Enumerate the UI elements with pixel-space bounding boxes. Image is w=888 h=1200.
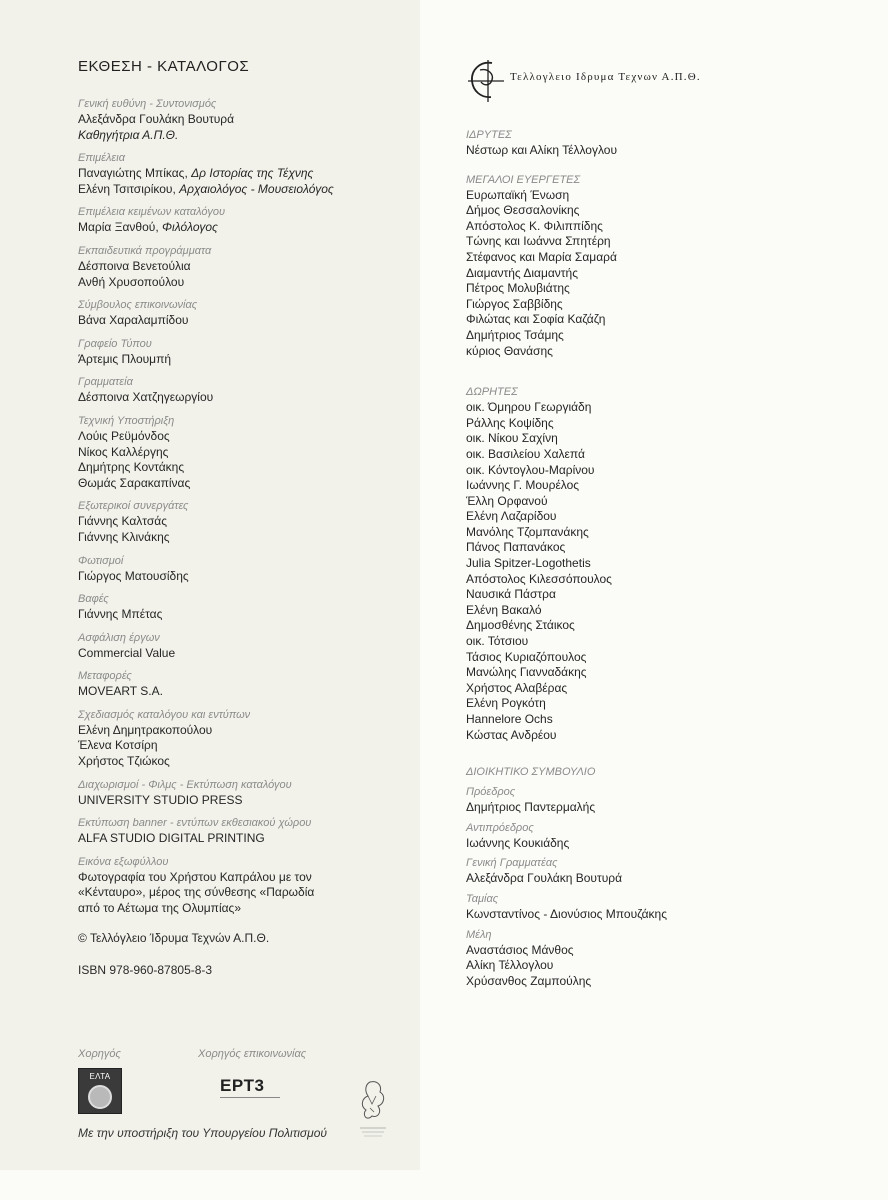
foundation-name-line: Ευρωπαϊκή Ένωση [466,187,570,202]
credit-section [78,375,418,406]
foundation-name-line: Ιωάννης Κουκιάδης [466,835,570,850]
credit-role-label: Τεχνική Υποστήριξη [78,414,175,427]
elta-logo-text: ΕΛΤΑ [89,1072,111,1081]
credit-line [78,275,418,291]
credit-line [78,738,418,754]
credit-line [78,831,418,847]
credit-role-label: Επιμέλεια [78,152,125,165]
foundation-section-label: Γενική Γραμματέας [466,857,558,870]
credit-section [78,298,418,329]
credit-role-label: Μεταφορές [78,670,132,683]
foundation-column [466,128,866,994]
credit-role-label: Επιμέλεια κειμένων καταλόγου [78,206,226,219]
comm-sponsor-label: Χορηγός επικοινωνίας [198,1048,307,1060]
credit-line [78,514,418,530]
foundation-name-line: Μανόλης Τζομπανάκης [466,524,589,539]
ministry-support-text: Με την υποστήριξη του Υπουργείου Πολιτισμού [78,1126,327,1140]
credit-name: UNIVERSITY STUDIO PRESS [78,792,243,807]
foundation-name-line: Τάσιος Κυριαζόπουλος [466,649,587,664]
credit-name: «Κένταυρο», μέρος της σύνθεσης «Παρωδία [78,885,315,900]
credit-name: Ανθή Χρυσοπούλου [78,274,185,289]
foundation-header [466,58,746,104]
credit-name: Γιάννης Καλτσάς [78,514,167,529]
credit-line [78,259,418,275]
foundation-name-line: Ναυσικά Πάστρα [466,587,556,602]
credit-line [78,476,418,492]
credit-line [78,352,418,368]
credit-role-label: Διαχωρισμοί - Φιλμς - Εκτύπωση καταλόγου [78,778,292,791]
credit-section [78,855,418,917]
foundation-name-line: Πάνος Παπανάκος [466,540,566,555]
credit-section [78,337,418,368]
foundation-name-line: Δήμος Θεσσαλονίκης [466,203,580,218]
credit-section [78,414,418,491]
credit-name: Άρτεμις Πλουμπή [78,351,172,366]
credit-line [78,128,418,144]
foundation-name-line: οικ. Νίκου Σαχίνη [466,431,558,446]
credit-name: MOVEART S.A. [78,684,163,699]
credit-role-label: Γραμματεία [78,376,133,389]
credit-role-label: Εκπαιδευτικά προγράμματα [78,244,212,257]
credit-name: Βάνα Χαραλαμπίδου [78,313,189,328]
credit-role-label: Εκτύπωση banner - εντύπων εκθεσιακού χώρου [78,817,312,830]
foundation-name-line: Χρύσανθος Ζαμπούλης [466,973,592,988]
credit-name: Φωτογραφία του Χρήστου Καπράλου με τον [78,869,312,884]
foundation-name-line: Ελένη Βακαλό [466,602,542,617]
foundation-name-line: οικ. Βασιλείου Χαλεπά [466,446,585,461]
credit-role-label: Σχεδιασμός καταλόγου και εντύπων [78,708,251,721]
credit-line [78,166,418,182]
credit-line [78,112,418,128]
foundation-name-line: Τώνης και Ιωάννα Σπητέρη [466,234,611,249]
credit-line [78,885,418,901]
foundation-name-line: οικ. Κόντογλου-Μαρίνου [466,462,595,477]
foundation-name-line: Έλλη Ορφανού [466,493,548,508]
foundation-name-line: Γιώργος Σαββίδης [466,296,563,311]
credit-line [78,646,418,662]
credit-line [78,220,418,236]
foundation-section-label: ΙΔΡΥΤΕΣ [466,129,512,141]
credit-line [78,445,418,461]
foundation-name-line: Μανώλης Γιανναδάκης [466,665,587,680]
isbn-text: ISBN 978-960-87805-8-3 [78,962,213,977]
foundation-name-line: Πέτρος Μολυβιάτης [466,281,570,296]
credit-name: Γιάννης Κλινάκης [78,529,170,544]
credit-name: Commercial Value [78,645,176,660]
credit-line [78,182,418,198]
credit-title: Δρ Ιστορίας της Τέχνης [191,166,314,181]
credit-section [78,205,418,236]
foundation-name-line: οικ. Τότσιου [466,634,529,649]
foundation-section-label: ΜΕΓΑΛΟΙ ΕΥΕΡΓΕΤΕΣ [466,173,581,186]
foundation-name-line: Ιωάννης Γ. Μουρέλος [466,478,580,493]
ert3-logo-underline [220,1097,280,1101]
credit-section [78,816,418,847]
credit-section [78,778,418,809]
credit-role-label: Γραφείο Τύπου [78,337,152,350]
credit-line [78,460,418,476]
foundation-name-line: Στέφανος και Μαρία Σαμαρά [466,249,617,264]
credit-name: Δέσποινα Βενετούλια [78,258,191,273]
foundation-section [466,765,866,780]
credit-name: Χρήστος Τζιώκος [78,754,170,769]
credit-section [78,244,418,290]
foundation-name-line: Δημήτριος Τσάμης [466,327,564,342]
foundation-section [466,892,866,923]
credit-name: Μαρία Ξανθού, [78,220,163,235]
credit-role-label: Ασφάλιση έργων [78,631,160,644]
credit-line [78,390,418,406]
foundation-name-line: Φιλώτας και Σοφία Καζάζη [466,312,606,327]
credit-section [78,669,418,700]
foundation-section-label: Ταμίας [466,892,499,905]
credits-sections [78,97,418,917]
credit-section [78,499,418,545]
foundation-name-line: κύριος Θανάσης [466,343,553,358]
credit-line [78,569,418,585]
credit-section [78,97,418,143]
foundation-section [466,385,866,743]
foundation-section [466,128,866,159]
credit-role-label: Φωτισμοί [78,554,124,567]
credit-section [78,631,418,662]
foundation-name-line: Δημήτριος Παντερμαλής [466,800,596,815]
credit-name: Λούις Ρεϋμόνδος [78,428,170,443]
credit-name: Αλεξάνδρα Γουλάκη Βουτυρά [78,112,235,126]
credit-role-label: Σύμβουλος επικοινωνίας [78,299,198,312]
foundation-section [466,856,866,887]
credit-line [78,429,418,445]
credit-name: Δημήτρης Κοντάκης [78,460,185,475]
foundation-section-label: Αντιπρόεδρος [466,821,534,834]
foundation-section [466,821,866,852]
ert3-logo: ΕΡΤ3 [220,1076,265,1095]
credit-section [78,708,418,770]
foundation-sections [466,128,866,989]
credit-line [78,793,418,809]
foundation-name-line: Νέστωρ και Αλίκη Τέλλογλου [466,143,618,157]
credit-name: Παναγιώτης Μπίκας, [78,166,192,181]
credit-line [78,723,418,739]
credit-line [78,530,418,546]
foundation-name-line: Ελένη Ρογκότη [466,696,546,711]
foundation-name-line: Αλίκη Τέλλογλου [466,958,554,973]
credits-column [78,58,418,977]
credit-role-label: Γενική ευθύνη - Συντονισμός [78,98,217,110]
foundation-section-label: Πρόεδρος [466,786,516,799]
credit-name: Γιάννης Μπέτας [78,607,163,622]
foundation-name-line: Hannelore Ochs [466,712,553,726]
foundation-section [466,928,866,990]
credit-name: από το Αέτωμα της Ολυμπίας» [78,901,242,916]
copyright-text: © Τελλόγλειο Ίδρυμα Τεχνών Α.Π.Θ. [78,930,270,945]
foundation-name-line: Απόστολος Κ. Φιλιππίδης [466,218,603,233]
credit-role-label: Εικόνα εξωφύλλου [78,855,169,868]
credit-name: Έλενα Κοτσίρη [78,738,158,753]
sponsor-label: Χορηγός [78,1048,121,1060]
foundation-name-line: Julia Spitzer-Logothetis [466,556,591,571]
credit-section [78,554,418,585]
foundation-name-line: Δημοσθένης Στάικος [466,618,575,633]
credit-line [78,870,418,886]
credit-line [78,754,418,770]
credit-line [78,607,418,623]
foundation-name-line: Αναστάσιος Μάνθος [466,942,574,957]
ministry-logo-icon [356,1078,390,1140]
credit-line [78,313,418,329]
credit-name: Γιώργος Ματουσίδης [78,568,189,583]
foundation-section-label: ΔΙΟΙΚΗΤΙΚΟ ΣΥΜΒΟΥΛΙΟ [466,766,596,779]
foundation-name-line: Χρήστος Αλαβέρας [466,680,568,695]
foundation-logo-icon [466,58,506,104]
seal-icon [88,1085,112,1109]
catalogue-title: ΕΚΘΕΣΗ - ΚΑΤΑΛΟΓΟΣ [78,58,250,75]
credit-title: Αρχαιολόγος - Μουσειολόγος [179,181,334,196]
credit-name: Ελένη Τσιτσιρίκου, [78,181,180,196]
credit-role-label: Βαφές [78,593,109,606]
elta-logo [78,1068,122,1114]
foundation-name-line: οικ. Όμηρου Γεωργιάδη [466,400,592,415]
credit-section [78,592,418,623]
credit-name: Θωμάς Σαρακαπίνας [78,475,191,490]
foundation-name-line: Κωνσταντίνος - Διονύσιος Μπουζάκης [466,906,668,921]
foundation-name: Τελλογλειο Ιδρυμα Τεχνων Α.Π.Θ. [510,71,701,83]
foundation-name-line: Κώστας Ανδρέου [466,727,557,742]
foundation-section-label: ΔΩΡΗΤΕΣ [466,386,518,399]
foundation-name-line: Διαμαντής Διαμαντής [466,265,579,280]
credit-title: Φιλόλογος [162,220,218,235]
foundation-section [466,173,866,360]
credit-name: Δέσποινα Χατζηγεωργίου [78,390,214,405]
foundation-name-line: Αλεξάνδρα Γουλάκη Βουτυρά [466,871,623,886]
foundation-name-line: Απόστολος Κιλεσσόπουλος [466,571,612,586]
foundation-section [466,785,866,816]
credit-line [78,684,418,700]
credit-role-label: Εξωτερικοί συνεργάτες [78,500,189,513]
credit-section [78,151,418,197]
credit-line [78,901,418,917]
foundation-name-line: Ράλλης Κοψίδης [466,415,554,430]
foundation-section-label: Μέλη [466,928,492,941]
credit-name: ALFA STUDIO DIGITAL PRINTING [78,831,265,846]
credit-name: Ελένη Δημητρακοπούλου [78,722,213,737]
credit-title: Καθηγήτρια Α.Π.Θ. [78,127,179,142]
foundation-name-line: Ελένη Λαζαρίδου [466,509,557,524]
credit-name: Νίκος Καλλέργης [78,444,169,459]
